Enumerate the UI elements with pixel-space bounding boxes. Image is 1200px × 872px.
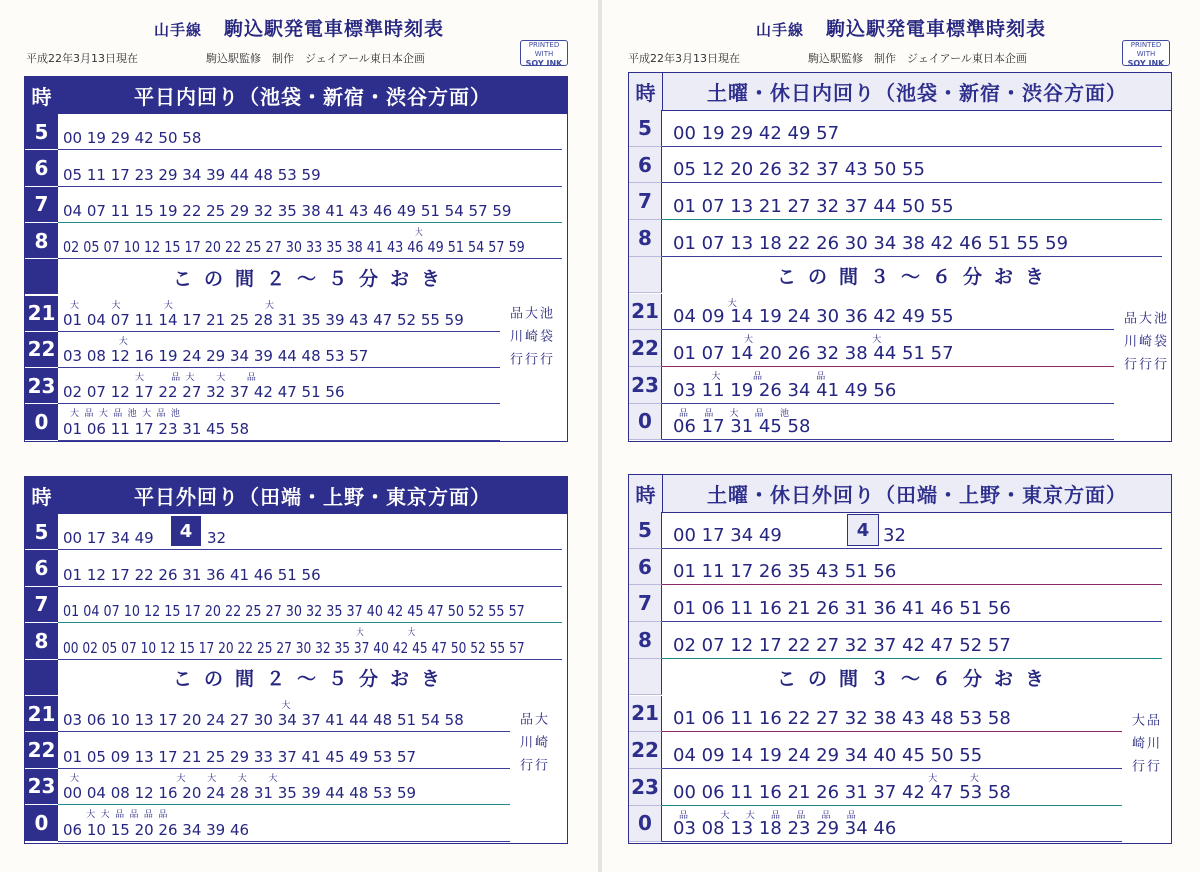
departure-minutes: 01 06 11 16 21 26 31 36 41 46 51 56	[673, 598, 1011, 620]
panel-header	[629, 73, 1171, 111]
timetable-row	[629, 549, 1171, 586]
departure-minutes: 01 04 07 10 12 15 17 20 22 25 27 30 32 35 37 40 42 45 47 50 52 55 57	[63, 602, 525, 621]
credit-text: 駒込駅監修 制作 ジェイアール東日本企画	[206, 52, 425, 65]
panel-title: 平日外回り（田端・上野・東京方面）	[58, 477, 567, 514]
departure-minutes: 00 04 08 12 16 20 24 28 31 35 39 44 48 53 59	[63, 784, 417, 803]
departure-minutes: 01 06 11 16 22 27 32 38 43 48 53 58	[673, 708, 1011, 730]
destination-legend-item: 池袋行	[1151, 311, 1166, 380]
hour-cell: 8	[25, 623, 58, 659]
departure-minutes: 05 11 17 23 29 34 39 44 48 53 59	[63, 165, 321, 184]
train-destination-marks: 大 品 大 大 品	[70, 373, 256, 384]
hour-cell-blank	[629, 659, 662, 696]
timetable-row	[25, 368, 567, 404]
panel-title: 土曜・休日外回り（田端・上野・東京方面）	[663, 475, 1171, 512]
hour-cell: 5	[629, 110, 662, 147]
destination-legend	[1129, 713, 1159, 782]
timetable-row	[629, 404, 1171, 441]
hour-cell: 8	[25, 223, 58, 259]
departure-minutes: 06 10 15 20 26 34 39 46	[63, 820, 250, 839]
row-underline	[662, 439, 1114, 440]
row-underline	[662, 841, 1122, 842]
departure-minutes: 01 07 13 21 27 32 37 44 50 55	[673, 196, 954, 218]
hour-cell: 21	[25, 296, 58, 332]
timetable-row	[25, 332, 567, 368]
destination-legend-item: 大崎行	[522, 306, 537, 375]
hour-cell: 21	[629, 294, 662, 331]
interval-note: この間３～６分おき	[776, 667, 1056, 690]
sheet-subheader	[628, 50, 1027, 66]
departure-minutes: 00 17 34 49	[63, 529, 154, 548]
hour-cell: 5	[25, 514, 58, 550]
departure-minutes: 01 11 17 26 35 43 51 56	[673, 561, 897, 583]
hour-cell: 6	[629, 549, 662, 586]
timetable-row	[25, 587, 567, 623]
timetable-row	[629, 147, 1171, 184]
interval-note: この間２～５分おき	[172, 668, 452, 691]
extra-departure-minutes: 32	[883, 524, 906, 546]
interval-note: この間３～６分おき	[776, 265, 1056, 288]
interval-row	[25, 259, 567, 295]
hour-column-header: 時	[25, 477, 58, 514]
hour-cell: 21	[629, 696, 662, 733]
line-name: 山手線	[755, 21, 804, 39]
hour-column-header: 時	[25, 77, 58, 114]
departure-minutes: 04 07 11 15 19 22 25 29 32 35 38 41 43 46 49 51 54 57 59	[63, 201, 512, 220]
timetable-row	[629, 512, 1171, 549]
train-destination-marks: 大 大	[70, 628, 416, 639]
departure-minutes: 01 06 11 17 23 31 45 58	[63, 419, 250, 438]
hour-cell: 0	[629, 806, 662, 843]
timetable-row	[25, 550, 567, 586]
departure-minutes: 04 09 14 19 24 30 36 42 49 55	[673, 306, 954, 328]
departure-minutes: 01 12 17 22 26 31 36 41 46 51 56	[63, 565, 321, 584]
interval-note: この間２～５分おき	[172, 267, 452, 290]
timetable-row	[629, 806, 1171, 843]
hour-cell: 6	[25, 550, 58, 586]
timetable-row	[25, 187, 567, 223]
hour-cell: 0	[629, 404, 662, 441]
destination-legend-item: 品川行	[507, 306, 522, 375]
train-destination-marks: 大	[679, 298, 737, 309]
departure-minutes: 06 17 31 45 58	[673, 416, 811, 438]
hour-cell: 7	[25, 587, 58, 623]
timetable-sheet-weekday	[0, 0, 598, 872]
timetable-row	[629, 769, 1171, 806]
panel-title: 平日内回り（池袋・新宿・渋谷方面）	[58, 77, 567, 114]
extra-departure-minutes: 32	[207, 529, 227, 548]
timetable-row	[25, 732, 567, 768]
sheet-subheader	[26, 50, 425, 66]
destination-legend-item: 池袋行	[537, 306, 552, 375]
train-destination-marks: 品 品 大 品 池	[679, 408, 790, 419]
interval-row	[629, 659, 1171, 696]
sheet-title	[602, 14, 1200, 41]
timetable-row	[25, 805, 567, 841]
train-destination-marks: 大 品 品	[679, 371, 826, 382]
hour-cell: 8	[629, 622, 662, 659]
train-destination-marks: 大 大 大 大	[70, 300, 274, 311]
departure-minutes: 01 07 14 20 26 32 38 44 51 57	[673, 342, 954, 364]
panel-holiday-outer	[628, 474, 1172, 844]
as-of-date: 平成22年3月13日現在	[628, 52, 740, 65]
departure-minutes: 01 05 09 13 17 21 25 29 33 37 41 45 49 53 57	[63, 747, 417, 766]
timetable-row	[25, 114, 567, 150]
as-of-date: 平成22年3月13日現在	[26, 52, 138, 65]
departure-minutes: 02 05 07 10 12 15 17 20 22 25 27 30 33 35 38 41 43 46 49 51 54 57 59	[63, 238, 525, 257]
soy-ink-logo	[1122, 40, 1170, 66]
timetable-row	[629, 622, 1171, 659]
hour-cell: 22	[629, 732, 662, 769]
hour-cell: 7	[629, 183, 662, 220]
hour-cell: 8	[629, 220, 662, 257]
departure-minutes: 05 12 20 26 32 37 43 50 55	[673, 159, 925, 181]
timetable-row	[25, 404, 567, 440]
hour-cell: 23	[25, 368, 58, 404]
train-destination-marks: 大 品 大 品 池 大 品 池	[70, 409, 180, 420]
interval-row	[25, 660, 567, 696]
destination-legend-item: 大崎行	[532, 712, 547, 781]
panel-weekday-outer	[24, 476, 568, 844]
departure-minutes: 01 04 07 11 14 17 21 25 28 31 35 39 43 47 52 55 59	[63, 310, 464, 329]
timetable-row	[25, 296, 567, 332]
train-destination-marks: 大 大 大 大 大	[70, 773, 278, 784]
destination-legend	[507, 306, 552, 375]
departure-minutes: 03 06 10 13 17 20 24 27 30 34 37 41 44 48 51 54 58	[63, 711, 464, 730]
departure-minutes: 02 07 12 17 22 27 32 37 42 47 51 56	[63, 383, 345, 402]
interval-row	[629, 257, 1171, 294]
hour-4-marker: 4	[847, 514, 879, 546]
timetable-row	[629, 294, 1171, 331]
soy-ink-top: PRINTED WITH	[1130, 41, 1162, 58]
panel-header	[25, 477, 567, 514]
hour-cell: 5	[629, 512, 662, 549]
hour-cell: 23	[629, 367, 662, 404]
departure-minutes: 03 08 12 16 19 24 29 34 39 44 48 53 57	[63, 347, 369, 366]
timetable-row	[629, 110, 1171, 147]
station-title: 駒込駅発電車標準時刻表	[224, 18, 445, 40]
destination-legend	[1121, 311, 1166, 380]
hour-cell-blank	[629, 257, 662, 294]
hour-cell: 7	[25, 187, 58, 223]
hour-cell: 23	[629, 769, 662, 806]
hour-column-header: 時	[629, 73, 663, 110]
hour-cell-blank	[25, 259, 58, 295]
departure-minutes: 00 19 29 42 49 57	[673, 122, 840, 144]
row-underline	[58, 440, 500, 441]
train-destination-marks: 大 大	[679, 773, 979, 784]
row-underline	[58, 841, 510, 842]
destination-legend-item: 品川行	[1121, 311, 1136, 380]
departure-minutes: 02 07 12 17 22 27 32 37 42 47 52 57	[673, 634, 1011, 656]
timetable-row	[25, 696, 567, 732]
panel-weekday-inner	[24, 76, 568, 442]
hour-cell: 7	[629, 585, 662, 622]
train-destination-marks: 大	[70, 227, 423, 238]
hour-4-marker: 4	[171, 516, 201, 546]
hour-cell: 0	[25, 404, 58, 440]
timetable-row	[25, 769, 567, 805]
departure-minutes: 03 11 19 26 34 41 49 56	[673, 379, 897, 401]
hour-column-header: 時	[629, 475, 663, 512]
destination-legend-item: 大崎行	[1129, 713, 1144, 782]
timetable-row	[629, 330, 1171, 367]
soy-ink-logo	[520, 40, 568, 66]
hour-cell: 21	[25, 696, 58, 732]
departure-minutes: 00 02 05 07 10 12 15 17 20 22 25 27 30 32 35 37 40 42 45 47 50 52 55 57	[63, 638, 525, 657]
panel-title: 土曜・休日内回り（池袋・新宿・渋谷方面）	[663, 73, 1171, 110]
sheet-title	[0, 14, 598, 41]
hour-cell: 5	[25, 114, 58, 150]
line-name: 山手線	[153, 21, 202, 39]
timetable-row	[25, 150, 567, 186]
credit-text: 駒込駅監修 制作 ジェイアール東日本企画	[808, 52, 1027, 65]
timetable-row	[25, 223, 567, 259]
timetable-row	[25, 514, 567, 550]
train-destination-marks: 品 大 大 品 品 品 品	[679, 810, 856, 821]
timetable-row	[629, 220, 1171, 257]
hour-cell-blank	[25, 660, 58, 696]
hour-cell: 6	[629, 147, 662, 184]
destination-legend	[517, 712, 547, 781]
timetable-row	[25, 623, 567, 659]
departure-minutes: 04 09 14 19 24 29 34 40 45 50 55	[673, 744, 983, 766]
train-destination-marks: 大 大 品 品 品 品	[70, 810, 168, 821]
departure-minutes: 03 08 13 18 23 29 34 46	[673, 818, 897, 840]
train-destination-marks: 大 大	[679, 335, 882, 346]
station-title: 駒込駅発電車標準時刻表	[826, 18, 1047, 40]
departure-minutes: 01 07 13 18 22 26 30 34 38 42 46 51 55 59	[673, 232, 1069, 254]
hour-cell: 22	[25, 732, 58, 768]
timetable-sheet-holiday	[602, 0, 1200, 872]
panel-header	[629, 475, 1171, 513]
hour-cell: 0	[25, 805, 58, 841]
destination-legend-item: 大崎行	[1136, 311, 1151, 380]
soy-ink-bottom: SOY INK	[1127, 59, 1165, 68]
train-destination-marks: 大	[70, 336, 128, 347]
timetable-row	[629, 732, 1171, 769]
departure-minutes: 00 19 29 42 50 58	[63, 129, 202, 148]
soy-ink-bottom: SOY INK	[525, 59, 563, 68]
soy-ink-top: PRINTED WITH	[528, 41, 560, 58]
train-destination-marks: 大	[70, 701, 291, 711]
destination-legend-item: 品川行	[1144, 713, 1159, 782]
hour-cell: 22	[25, 332, 58, 368]
timetable-row	[629, 367, 1171, 404]
hour-cell: 23	[25, 769, 58, 805]
hour-cell: 6	[25, 150, 58, 186]
timetable-row	[629, 696, 1171, 733]
destination-legend-item: 品川行	[517, 712, 532, 781]
departure-minutes: 00 17 34 49	[673, 524, 782, 546]
panel-header	[25, 77, 567, 114]
panel-holiday-inner	[628, 72, 1172, 442]
hour-cell: 22	[629, 330, 662, 367]
timetable-row	[629, 585, 1171, 622]
timetable-row	[629, 183, 1171, 220]
departure-minutes: 00 06 11 16 21 26 31 37 42 47 53 58	[673, 781, 1011, 803]
